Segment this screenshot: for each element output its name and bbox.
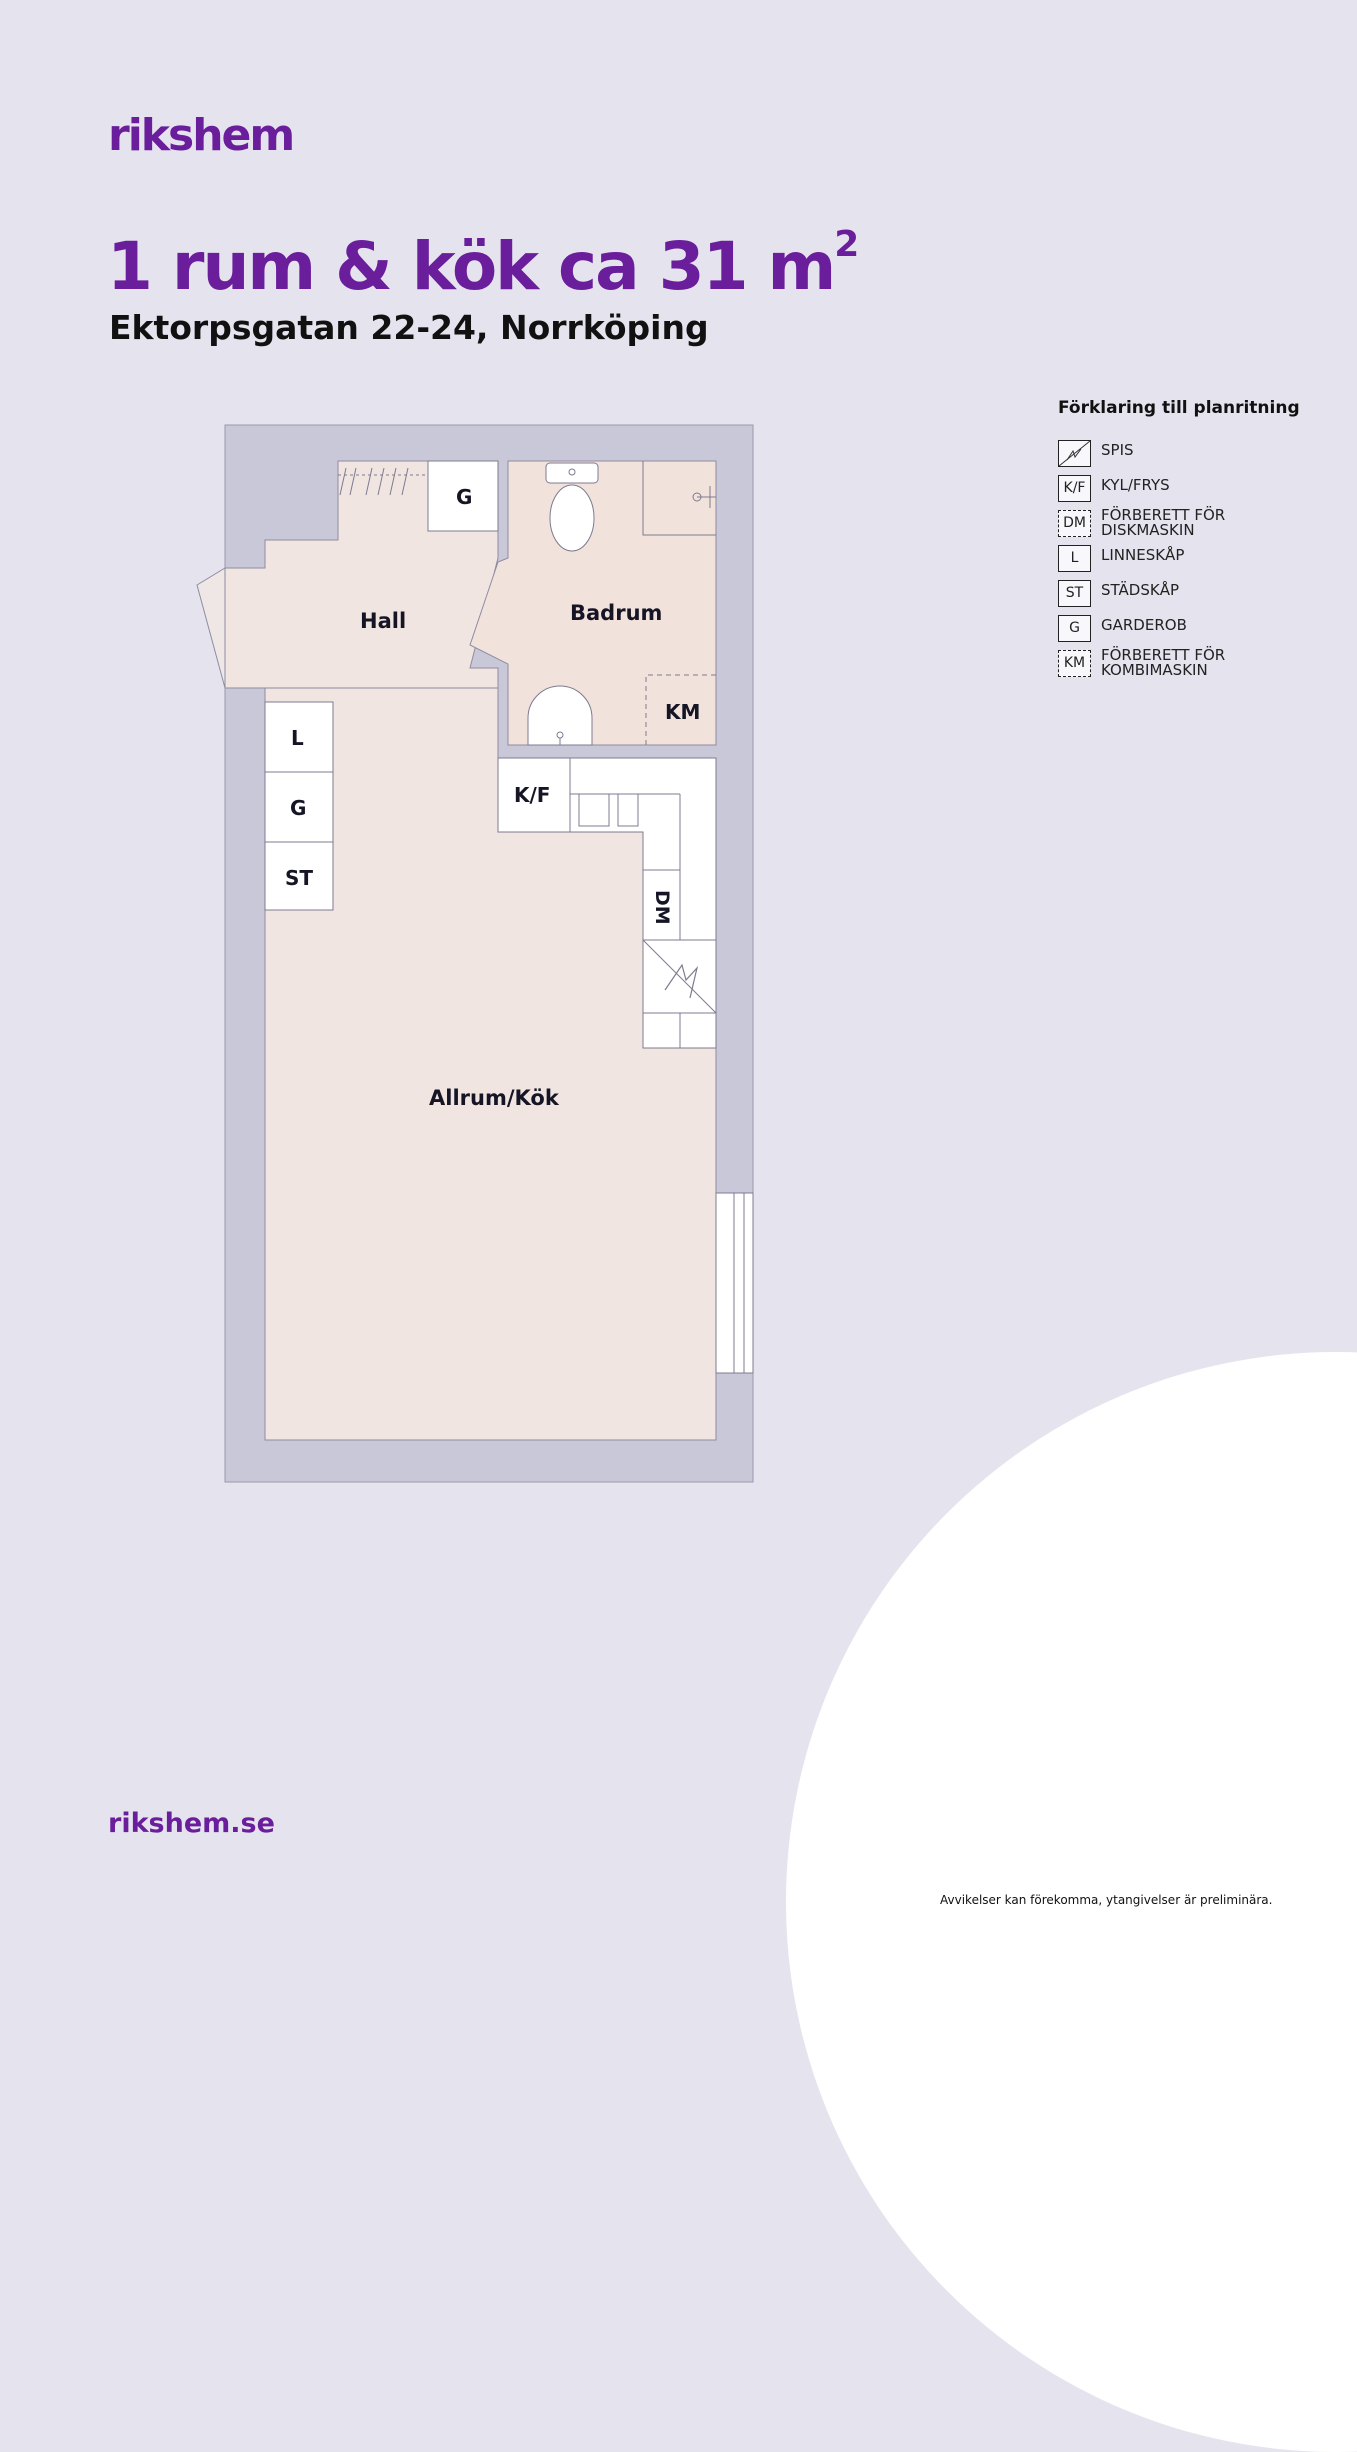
legend-label: LINNESKÅP	[1101, 546, 1185, 564]
fixture-label-hall-g: G	[456, 485, 473, 509]
footer-note: Avvikelser kan förekomma, ytangivelser är preliminära.	[940, 1893, 1273, 1907]
legend-label: FÖRBERETT FÖR DISKMASKIN	[1101, 506, 1226, 539]
entry-door	[197, 568, 225, 688]
fixture-label-st: ST	[285, 866, 314, 890]
address: Ektorpsgatan 22-24, Norrköping	[109, 308, 709, 347]
fixture-label-g: G	[290, 796, 307, 820]
fixture-label-km: KM	[665, 700, 701, 724]
toilet-icon	[550, 485, 594, 551]
title-text: 1 rum & kök ca 31 m	[107, 228, 835, 305]
stove-icon	[1058, 440, 1091, 467]
legend-code: L	[1058, 545, 1091, 572]
legend-item-spis	[1058, 440, 1348, 475]
room-label-badrum: Badrum	[570, 601, 663, 625]
legend-label: KYL/FRYS	[1101, 476, 1170, 494]
fixture-label-l: L	[291, 726, 304, 750]
toilet-tank	[546, 463, 598, 483]
legend-label: SPIS	[1101, 441, 1134, 459]
room-label-allrum: Allrum/Kök	[429, 1086, 559, 1110]
fixture-label-kf: K/F	[514, 783, 551, 807]
legend-code: KM	[1058, 650, 1091, 677]
room-label-hall: Hall	[360, 609, 407, 633]
legend-item-l	[1058, 545, 1348, 580]
legend-item-dm	[1058, 506, 1348, 545]
legend-title: Förklaring till planritning	[1058, 398, 1300, 418]
legend-label: GARDEROB	[1101, 616, 1187, 634]
legend-code: K/F	[1058, 475, 1091, 502]
legend-item-st	[1058, 580, 1348, 615]
legend-code: ST	[1058, 580, 1091, 607]
legend-item-km	[1058, 646, 1348, 685]
fixture-label-dm: DM	[651, 890, 673, 925]
legend-label: STÄDSKÅP	[1101, 581, 1179, 599]
footer-url[interactable]: rikshem.se	[108, 1808, 275, 1839]
legend	[1058, 398, 1348, 685]
legend-label: FÖRBERETT FÖR KOMBIMASKIN	[1101, 646, 1226, 679]
legend-code: DM	[1058, 510, 1091, 537]
legend-code: G	[1058, 615, 1091, 642]
title-superscript: 2	[834, 224, 858, 265]
brand-logo: rikshem	[108, 110, 294, 161]
washbasin-icon	[528, 686, 592, 745]
legend-item-g	[1058, 615, 1348, 650]
legend-item-kf	[1058, 475, 1348, 510]
